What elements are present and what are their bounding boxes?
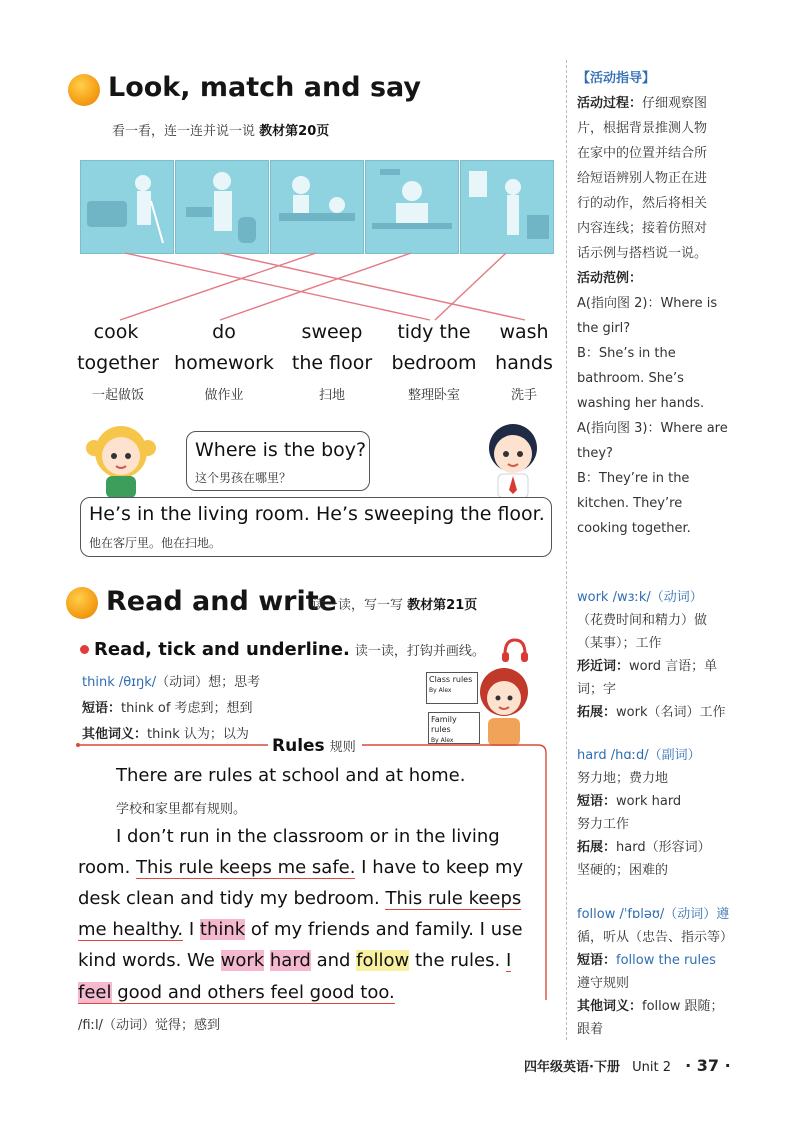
sidebar-divider xyxy=(566,60,568,1040)
sidebar-content: 【活动指导】 活动过程：仔细观察图 片，根据背景推测人物 在家中的位置并结合所 给短语辨别人物正在进 行的动作，然后将相关 内容连线；接着仿照对 话示例与搭档说一说。 活动范例： A(指向图 2)：Where is the girl? B：She’s in the bathroom. She’s washing her hands. A(指向图 3)：Where are they? B：They’re in the kitchen. They’re cooking together. xyxy=(577,71,728,536)
boy-character-icon xyxy=(470,416,556,500)
sidebar-vocab-work: work /wɜːk/（动词） （花费时间和精力）做 （某事）；工作 形近词：word 言语；单 词；字 拓展：work（名词）工作 xyxy=(577,590,726,720)
sign-class-rules: Class rules By Alex xyxy=(426,672,478,704)
section2-subtitle: 读一读，写一写 教材第21页 xyxy=(312,598,478,613)
section-title-read-write: Read and write xyxy=(106,586,337,617)
answer-en: He’s in the living room. He’s sweeping the floor. xyxy=(89,503,545,525)
phrase-4-cn: 整理卧室 xyxy=(407,388,460,403)
rules-p2-line3: desk clean and tidy my bedroom. This rule keeps xyxy=(78,888,522,909)
rules-line1-cn: 学校和家里都有规则。 xyxy=(116,802,247,817)
phrase-3-cn: 扫地 xyxy=(318,388,345,403)
footer xyxy=(524,1056,731,1075)
picture-4-study[interactable] xyxy=(365,160,459,254)
rules-p2-line4: me healthy. I think of my friends and family. I use xyxy=(78,919,523,940)
page-number: · 37 · xyxy=(685,1056,731,1075)
rules-p2-line5: kind words. We work hard and follow the rules. I xyxy=(78,950,512,971)
phrase-2-cn: 做作业 xyxy=(204,388,244,403)
vocab-think-phrase: 短语：think of 考虑到；想到 xyxy=(82,701,253,716)
picture-5-bedroom[interactable] xyxy=(460,160,554,254)
sign-family-rules: Family rules By Alex xyxy=(428,712,480,744)
phrase-4-line2: bedroom xyxy=(391,352,477,374)
rules-p2-line6: feel good and others feel good too. xyxy=(78,982,395,1003)
footer-book: 四年级英语·下册 xyxy=(524,1060,620,1075)
section-subtitle: 看一看，连一连并说一说 教材第20页 xyxy=(112,124,330,139)
picture-3-kitchen[interactable] xyxy=(270,160,364,254)
phrase-5-line1: wash xyxy=(499,321,549,343)
orange-bullet-icon xyxy=(68,74,100,106)
rules-title: Rules 规则 xyxy=(272,736,356,756)
orange-bullet-icon-2 xyxy=(66,587,98,619)
question-bubble xyxy=(186,431,370,491)
picture-1-living-room[interactable] xyxy=(80,160,174,254)
question-cn: 这个男孩在哪里？ xyxy=(195,471,292,485)
phrase-1-line1: cook xyxy=(93,321,139,343)
phrase-2-line2: homework xyxy=(174,352,274,374)
phrase-3-line1: sweep xyxy=(301,321,363,343)
sidebar-vocab-hard: hard /hɑːd/（副词） 努力地；费力地 短语：work hard 努力工作 拓展：hard（形容词） 坚硬的；困难的 xyxy=(577,748,711,878)
rules-p2-line2: room. This rule keeps me safe. I have to keep my xyxy=(78,857,524,878)
headphone-icon[interactable] xyxy=(500,636,530,664)
rules-p2-line1: I don’t run in the classroom or in the living xyxy=(116,826,500,847)
answer-cn: 他在客厅里。他在扫地。 xyxy=(89,536,222,550)
picture-2-bathroom[interactable] xyxy=(175,160,269,254)
red-bullet-icon xyxy=(80,645,89,654)
phrase-4-line1: tidy the xyxy=(397,321,471,343)
answer-bubble xyxy=(80,497,552,557)
phrase-3-line2: the floor xyxy=(291,352,373,374)
sidebar-vocab-follow: follow /ˈfɒləʊ/（动词）遵 循，听从（忠告、指示等） 短语：follow the rules 遵守规则 其他词义：follow 跟随； 跟着 xyxy=(577,907,734,1037)
question-en: Where is the boy? xyxy=(195,439,367,461)
phrase-1-line2: together xyxy=(77,352,159,374)
girl-with-signs-icon xyxy=(466,664,538,746)
phrase-2-line1: do xyxy=(212,321,236,343)
vocab-think-other: 其他词义：think 认为；以为 xyxy=(82,727,249,742)
section-title-look-match-say: Look, match and say xyxy=(108,72,422,103)
rules-line1-en: There are rules at school and at home. xyxy=(116,765,466,786)
phrase-5-cn: 洗手 xyxy=(510,388,537,403)
vocab-think: think /θɪŋk/（动词）想；思考 xyxy=(82,675,261,690)
footer-unit: Unit 2 xyxy=(632,1060,671,1075)
task-instruction: Read, tick and underline. 读一读，打钩并画线。 xyxy=(94,639,485,660)
phrase-1-cn: 一起做饭 xyxy=(91,388,144,403)
vocab-feel: /fiːl/（动词）觉得；感到 xyxy=(78,1018,220,1033)
phrase-5-line2: hands xyxy=(495,352,553,374)
girl-character-icon xyxy=(76,418,166,500)
